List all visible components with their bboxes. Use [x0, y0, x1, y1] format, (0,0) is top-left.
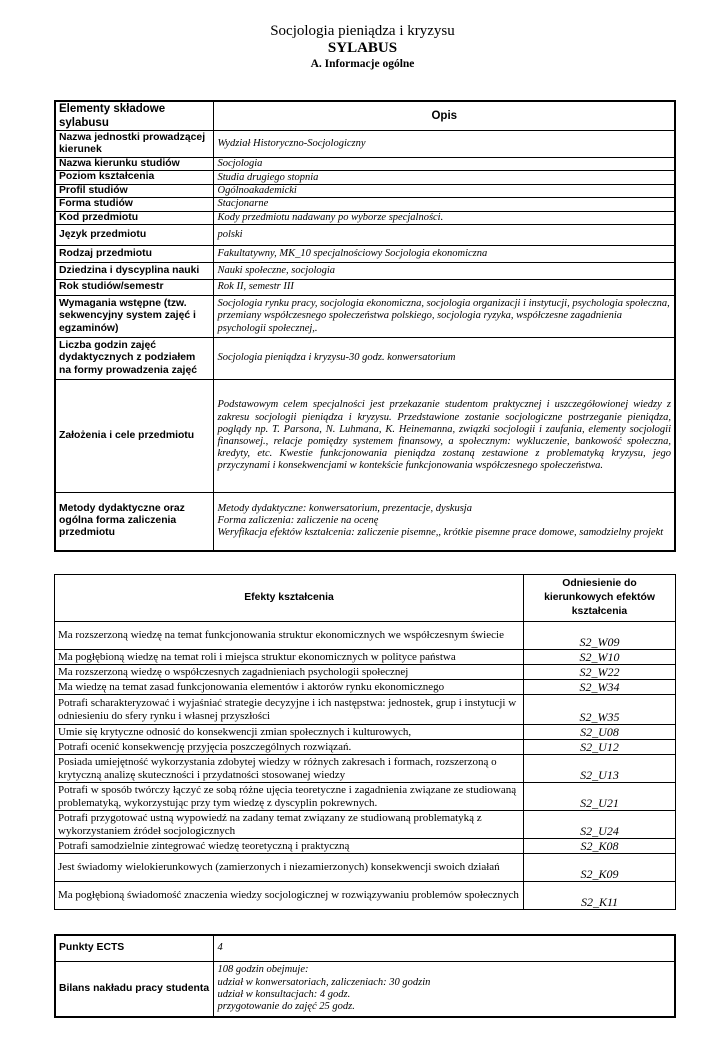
row-value: polski — [213, 225, 675, 246]
row-value: Stacjonarne — [213, 198, 675, 211]
effect-text: Potrafi samodzielnie zintegrować wiedzę teoretyczną i praktyczną — [55, 839, 524, 854]
row-label: Metody dydaktyczne oraz ogólna forma zaliczenia przedmiotu — [55, 493, 213, 551]
effects-table-header — [55, 575, 676, 622]
row-label: Forma studiów — [55, 198, 213, 211]
assessment-form-line: Forma zaliczenia: zaliczenie na ocenę — [217, 515, 379, 527]
learning-outcomes-table — [54, 574, 676, 910]
effect-text: Ma rozszerzoną wiedzę na temat funkcjonowania struktur ekonomicznych we współczesnym świecie — [55, 622, 524, 650]
effect-code: S2_W34 — [524, 680, 676, 695]
row-value: Fakultatywny, MK_10 specjalnościowy Socjologia ekonomiczna — [213, 246, 675, 263]
table-row — [55, 882, 676, 910]
effect-code: S2_U24 — [524, 811, 676, 839]
syllabus-heading: SYLABUS — [327, 40, 398, 56]
table-row — [55, 839, 676, 854]
effect-text: Potrafi w sposób twórczy łączyć ze sobą różne ujęcia teoretyczne i zagadnienia związane ze studiowaną problematyką, wykorzystując przy tym wiedzę z dyscyplin pokrewnych. — [55, 783, 524, 811]
course-title: Socjologia pieniądza i kryzysu — [270, 23, 455, 39]
row-value: Podstawowym celem specjalności jest przekazanie studentom praktycznej i uszczegółowionej wiedzy z zakresu socjologii pieniądza i kryzysu. Przedstawione zostanie socjologiczne postrzeganie pieniądza, poglądy np. T. Parsona, N. Luhmana, K. Heinemanna, związki socjologii i zaufania, elementy socjologii finansowej., relacje pomiędzy systemem finansowy, a społecznym: wykluczenie, bankowość społeczna, kredyty, etc. Kwestie funkcjonowania pieniądza zostaną zestawione z problematyką kryzysu, jego przyczynami i konsekwencjami w kontekście funkcjonowania współczesnego społeczeństwa. — [213, 380, 675, 493]
table-row — [55, 854, 676, 882]
general-info-table — [54, 100, 676, 552]
table-row — [55, 158, 675, 171]
effect-text: Ma rozszerzoną wiedzę o współczesnych zagadnieniach psychologii społecznej — [55, 665, 524, 680]
table-row — [55, 198, 675, 211]
row-label: Założenia i cele przedmiotu — [55, 380, 213, 493]
workload-line: 108 godzin obejmuje: — [217, 964, 309, 976]
effect-text: Jest świadomy wielokierunkowych (zamierzonych i niezamierzonych) konsekwencji swoich działań — [55, 854, 524, 882]
verification-line: Weryfikacja efektów kształcenia: zaliczenie pisemne,, krótkie pisemne prace domowe, samodzielny projekt — [217, 527, 664, 539]
effect-text: Umie się krytyczne odnosić do konsekwencji zmian społecznych i kulturowych, — [55, 725, 524, 740]
table-row — [55, 263, 675, 280]
effect-code: S2_W22 — [524, 665, 676, 680]
effect-text: Potrafi ocenić konsekwencję przyjęcia poszczególnych rozwiązań. — [55, 740, 524, 755]
table-row — [55, 725, 676, 740]
row-label: Profil studiów — [55, 184, 213, 197]
row-value: Nauki społeczne, socjologia — [213, 263, 675, 280]
section-heading: A. Informacje ogólne — [310, 58, 415, 70]
table-row — [55, 296, 675, 338]
row-label: Dziedzina i dyscyplina nauki — [55, 263, 213, 280]
table-row — [55, 935, 675, 961]
table-row — [55, 184, 675, 197]
effect-code: S2_U12 — [524, 740, 676, 755]
row-label: Nazwa kierunku studiów — [55, 158, 213, 171]
effect-code: S2_U08 — [524, 725, 676, 740]
row-label: Liczba godzin zajęć dydaktycznych z podziałem na formy prowadzenia zajęć — [55, 338, 213, 380]
table-row — [55, 695, 676, 725]
col-header-reference: Odniesienie do kierunkowych efektów kształcenia — [524, 575, 676, 622]
effect-text: Potrafi scharakteryzować i wyjaśniać strategie decyzyjne i ich następstwa: jednostek, grup i instytucji w odniesieniu do sfery rynku i własnej przyszłości — [55, 695, 524, 725]
workload-value — [213, 961, 675, 1017]
row-label: Rok studiów/semestr — [55, 280, 213, 296]
table-row — [55, 246, 675, 263]
effect-text: Ma pogłębioną wiedzę na temat roli i miejsca struktur ekonomicznych w polityce państwa — [55, 650, 524, 665]
row-value: Ogólnoakademicki — [213, 184, 675, 197]
table-row — [55, 131, 675, 158]
effect-text: Posiada umiejętność wykorzystania zdobytej wiedzy w różnych zakresach i formach, rozszerzoną o krytyczną analizę skuteczności i przydatności stosowanej wiedzy — [55, 755, 524, 783]
table-row — [55, 211, 675, 224]
workload-line: przygotowanie do zajęć 25 godz. — [217, 1000, 355, 1012]
row-label: Język przedmiotu — [55, 225, 213, 246]
col-header-elements: Elementy składowe sylabusu — [55, 101, 213, 131]
table-row — [55, 665, 676, 680]
effect-text: Ma wiedzę na temat zasad funkcjonowania elementów i aktorów rynku ekonomicznego — [55, 680, 524, 695]
effect-text: Ma pogłębioną świadomość znaczenia wiedzy socjologicznej w rozwiązywaniu problemów społecznych — [55, 882, 524, 910]
effect-text: Potrafi przygotować ustną wypowiedź na zadany temat związany ze studiowaną problematyką z wykorzystaniem źródeł socjologicznych — [55, 811, 524, 839]
teaching-methods-line: Metody dydaktyczne: konwersatorium, prezentacje, dyskusja — [217, 502, 472, 514]
effect-code: S2_U21 — [524, 783, 676, 811]
row-label: Rodzaj przedmiotu — [55, 246, 213, 263]
workload-line: udział w konwersatoriach, zaliczeniach: 30 godzin — [217, 976, 431, 988]
row-value: Socjologia rynku pracy, socjologia ekonomiczna, socjologia organizacji i instytucji, psychologia społeczna, przemiany współczesnego społeczeństwa polskiego, socjologia ryzyka, współczesne zagadnienia psychologii społecznej,. — [213, 296, 675, 338]
info-table-header — [55, 101, 675, 131]
ects-value: 4 — [213, 935, 675, 961]
workload-line: udział w konsultacjach: 4 godz. — [217, 988, 351, 1000]
table-row — [55, 811, 676, 839]
row-value: Socjologia — [213, 158, 675, 171]
table-row — [55, 280, 675, 296]
table-row — [55, 171, 675, 184]
table-row — [55, 961, 675, 1017]
row-value: Rok II, semestr III — [213, 280, 675, 296]
row-value: Studia drugiego stopnia — [213, 171, 675, 184]
workload-label: Bilans nakładu pracy studenta — [55, 961, 213, 1017]
effect-code: S2_K08 — [524, 839, 676, 854]
table-row — [55, 493, 675, 551]
table-row — [55, 225, 675, 246]
ects-label: Punkty ECTS — [55, 935, 213, 961]
effect-code: S2_W09 — [524, 622, 676, 650]
effect-code: S2_K09 — [524, 854, 676, 882]
table-row — [55, 783, 676, 811]
row-value — [213, 493, 675, 551]
table-row — [55, 622, 676, 650]
table-row — [55, 338, 675, 380]
row-label: Wymagania wstępne (tzw. sekwencyjny system zajęć i egzaminów) — [55, 296, 213, 338]
row-value: Kody przedmiotu nadawany po wyborze specjalności. — [213, 211, 675, 224]
table-row — [55, 380, 675, 493]
effect-code: S2_W10 — [524, 650, 676, 665]
table-row — [55, 650, 676, 665]
row-value: Socjologia pieniądza i kryzysu-30 godz. konwersatorium — [213, 338, 675, 380]
row-label: Nazwa jednostki prowadzącej kierunek — [55, 131, 213, 158]
effect-code: S2_U13 — [524, 755, 676, 783]
col-header-effects: Efekty kształcenia — [55, 575, 524, 622]
row-label: Kod przedmiotu — [55, 211, 213, 224]
effect-code: S2_W35 — [524, 695, 676, 725]
ects-table — [54, 934, 676, 1018]
effect-code: S2_K11 — [524, 882, 676, 910]
document-header — [0, 22, 725, 72]
table-row — [55, 680, 676, 695]
row-value: Wydział Historyczno-Socjologiczny — [213, 131, 675, 158]
table-row — [55, 755, 676, 783]
table-row — [55, 740, 676, 755]
row-label: Poziom kształcenia — [55, 171, 213, 184]
col-header-description: Opis — [213, 101, 675, 131]
